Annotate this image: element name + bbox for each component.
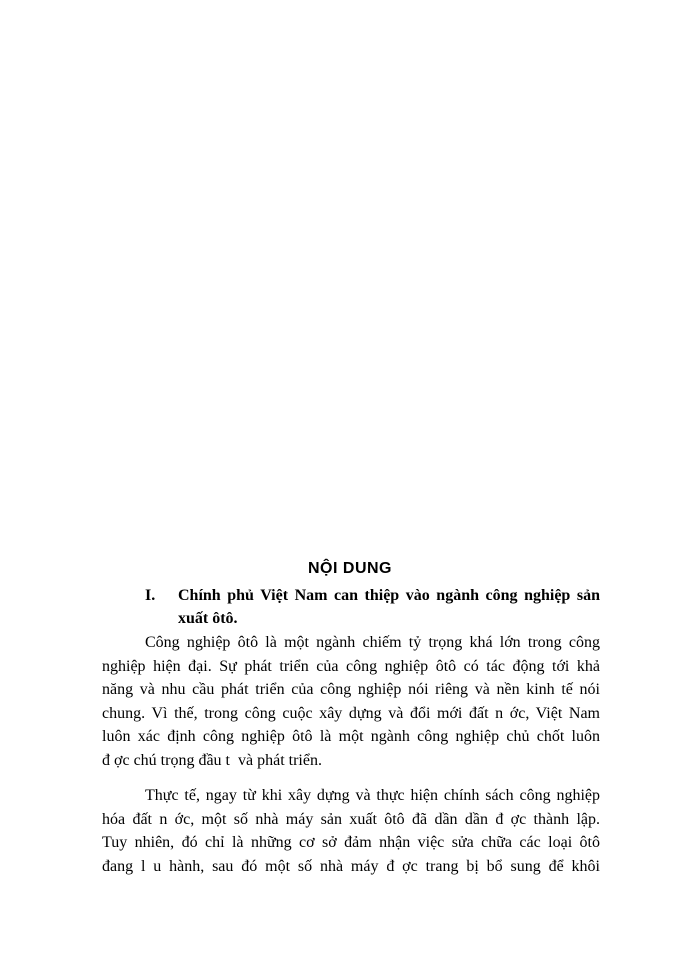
text-line: Công nghiệp ôtô là một ngành chiếm tỷ trọng khá lớn trong công [145, 634, 600, 651]
text-line: Tuy nhiên, đó chỉ là những cơ sở đảm nhận việc sửa chữa các loại ôtô [102, 834, 600, 851]
section-title-line: Chính phủ Việt Nam can thiệp vào ngành công nghiệp sản [178, 587, 600, 604]
text-line: nghiệp hiện đại. Sự phát triển của công nghiệp ôtô có tác động tới khả [102, 657, 600, 675]
text-line: hóa đất n ớc, một số nhà máy sản xuất ôtô đã dần dần đ ợc thành lập. [102, 810, 600, 828]
text-line: Thực tế, ngay từ khi xây dựng và thực hiện chính sách công nghiệp [145, 787, 600, 804]
section-title [178, 584, 600, 630]
text-line: đ ợc chú trọng đầu t và phát triển. [102, 751, 322, 769]
section-number: I. [145, 587, 156, 604]
text-line: đang l u hành, sau đó một số nhà máy đ ợc trang bị bổ sung để khôi [102, 857, 600, 875]
page-heading: NỘI DUNG [308, 560, 392, 577]
section-title-line: xuất ôtô. [178, 610, 238, 627]
text-line: năng và nhu cầu phát triển của công nghiệp nói riêng và nền kinh tế nói [102, 681, 600, 698]
text-line: chung. Vì thế, trong công cuộc xây dựng và đổi mới đất n ớc, Việt Nam [102, 704, 600, 722]
paragraph-2 [102, 784, 600, 878]
text-line: luôn xác định công nghiệp ôtô là một ngành công nghiệp chủ chốt luôn [102, 728, 600, 745]
paragraph-1 [102, 631, 600, 772]
